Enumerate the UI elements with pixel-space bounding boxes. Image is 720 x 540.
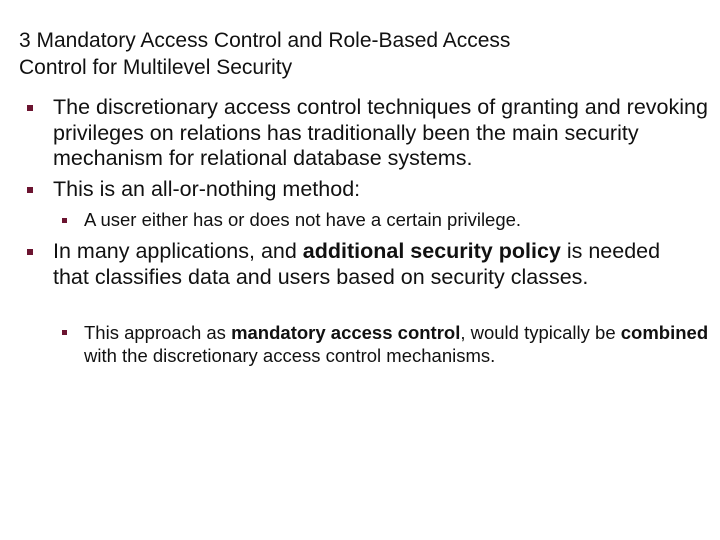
bullet-text-part: In many applications, and [53, 239, 303, 263]
square-bullet-icon [27, 249, 33, 255]
sub-bullet-text-part: , would typically be [460, 322, 621, 343]
bullet-item [53, 95, 715, 172]
bullet-text: The discretionary access control techniques of granting and revoking privileges on relations has traditionally been the main security mechanism for relational database systems. [53, 95, 708, 170]
sub-bullet-bold-term: combined [620, 322, 709, 343]
sub-bullet-text-part: This approach as [84, 322, 232, 343]
square-bullet-icon [27, 187, 33, 193]
sub-bullet-item [84, 209, 704, 231]
square-bullet-icon [62, 330, 67, 335]
bullet-item [53, 177, 715, 203]
sub-bullet-text: A user either has or does not have a certain privilege. [84, 209, 522, 230]
slide-title [19, 27, 619, 81]
sub-bullet-bold-term: mandatory access control [231, 322, 461, 343]
slide-title-line-2: Control for Multilevel Security [19, 56, 293, 79]
square-bullet-icon [62, 218, 67, 223]
bullet-text: This is an all-or-nothing method: [53, 177, 361, 201]
sub-bullet-item [84, 321, 718, 367]
sub-bullet-text-part: with the discretionary access control mechanisms. [84, 345, 496, 366]
bullet-text-part: is needed that classifies data and users based on security classes. [53, 239, 661, 289]
bullet-bold-term: additional security policy [302, 239, 561, 263]
square-bullet-icon [27, 105, 33, 111]
bullet-item [53, 239, 693, 290]
slide-title-line-1: 3 Mandatory Access Control and Role-Based Access [19, 29, 511, 52]
